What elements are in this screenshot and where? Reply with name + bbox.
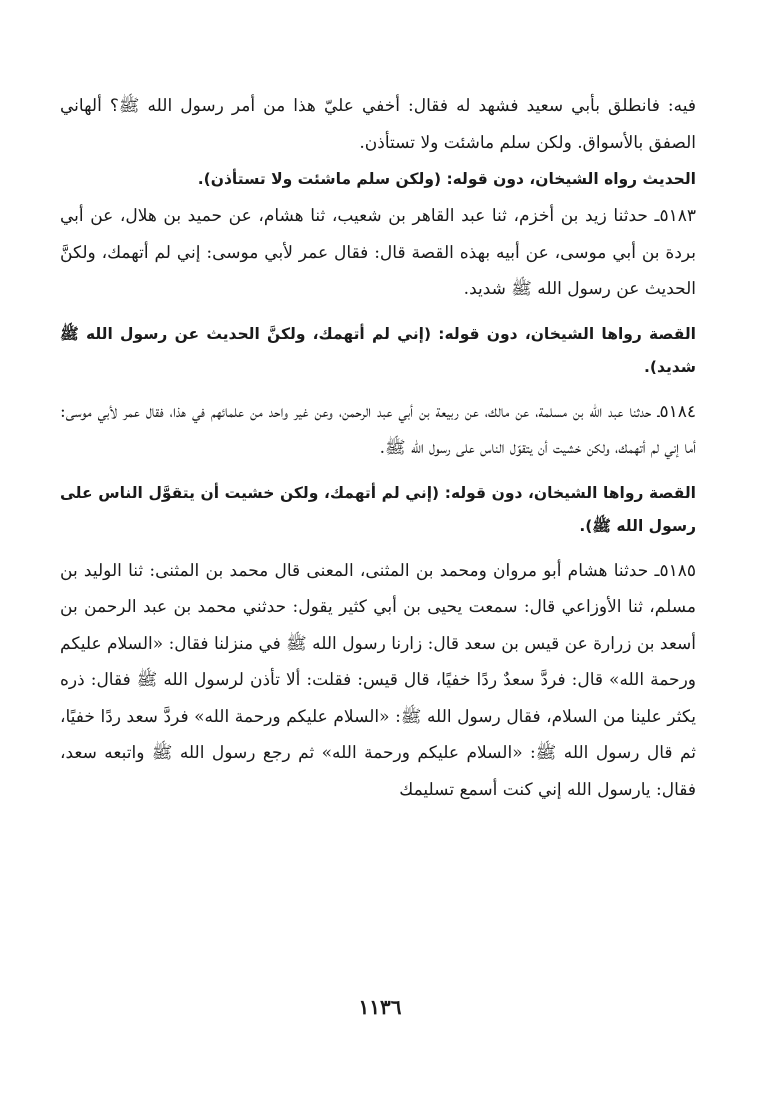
takhrij-note-1: الحديث رواه الشيخان، دون قوله: (ولكن سلم ماشئت ولا تستأذن). bbox=[197, 170, 696, 188]
hadith-continuation-text: فيه: فانطلق بأبي سعيد فشهد له فقال: أخفي عليّ هذا من أمر رسول الله ﷺ؟ ألهاني الصفق بالأسواق. ولكن سلم ماشئت ولا تستأذن. bbox=[60, 96, 696, 153]
page-body bbox=[60, 88, 696, 808]
takhrij-note-2: القصة رواها الشيخان، دون قوله: (إني لم أتهمك، ولكنَّ الحديث عن رسول الله ﷺ شديد). bbox=[60, 324, 696, 376]
page-number: ١١٣٦ bbox=[358, 995, 402, 1019]
hadith-5183-text: ٥١٨٣ـ حدثنا زيد بن أخزم، ثنا عبد القاهر بن شعيب، ثنا هشام، عن حميد بن هلال، عن أبي بردة بن أبي موسى، عن أبيه بهذه القصة قال: فقال عمر لأبي موسى: إني لم أتهمك، ولكنَّ الحديث عن رسول الله ﷺ شديد. bbox=[60, 206, 696, 299]
hadith-5185-text: ٥١٨٥ـ حدثنا هشام أبو مروان ومحمد بن المثنى، المعنى قال محمد بن المثنى: ثنا الوليد بن مسلم، ثنا الأوزاعي قال: سمعت يحيى بن أبي كثير يقول: حدثني محمد بن عبد الرحمن بن أسعد بن زرارة عن قيس بن سعد قال: زارنا رسول الله ﷺ في منزلنا فقال: «السلام عليكم ورحمة الله» قال: فردَّ سعدٌ ردًا خفيًا، قال قيس: فقلت: ألا تأذن لرسول الله ﷺ فقال: ذره يكثر علينا من السلام، فقال رسول الله ﷺ: «السلام عليكم ورحمة الله» فردَّ سعد ردًا خفيًا، ثم قال رسول الله ﷺ: «السلام عليكم ورحمة الله» ثم رجع رسول الله ﷺ واتبعه سعد، فقال: يارسول الله إني كنت أسمع تسليمك bbox=[60, 560, 696, 800]
takhrij-note-3: القصة رواها الشيخان، دون قوله: (إني لم أتهمك، ولكن خشيت أن يتقوَّل الناس على رسول الله ﷺ). bbox=[60, 483, 696, 535]
hadith-5184-text: ٥١٨٤ـ حدثنا عبد الله بن مسلمة، عن مالك، عن ربيعة بن أبي عبد الرحمن، وعن غير واحد من علمائهم في هذا، فقال عمر لأبي موسى: أما إني لم أتهمك، ولكن خشيت أن يتقوّل الناس على رسول الله ﷺ. bbox=[60, 401, 696, 458]
